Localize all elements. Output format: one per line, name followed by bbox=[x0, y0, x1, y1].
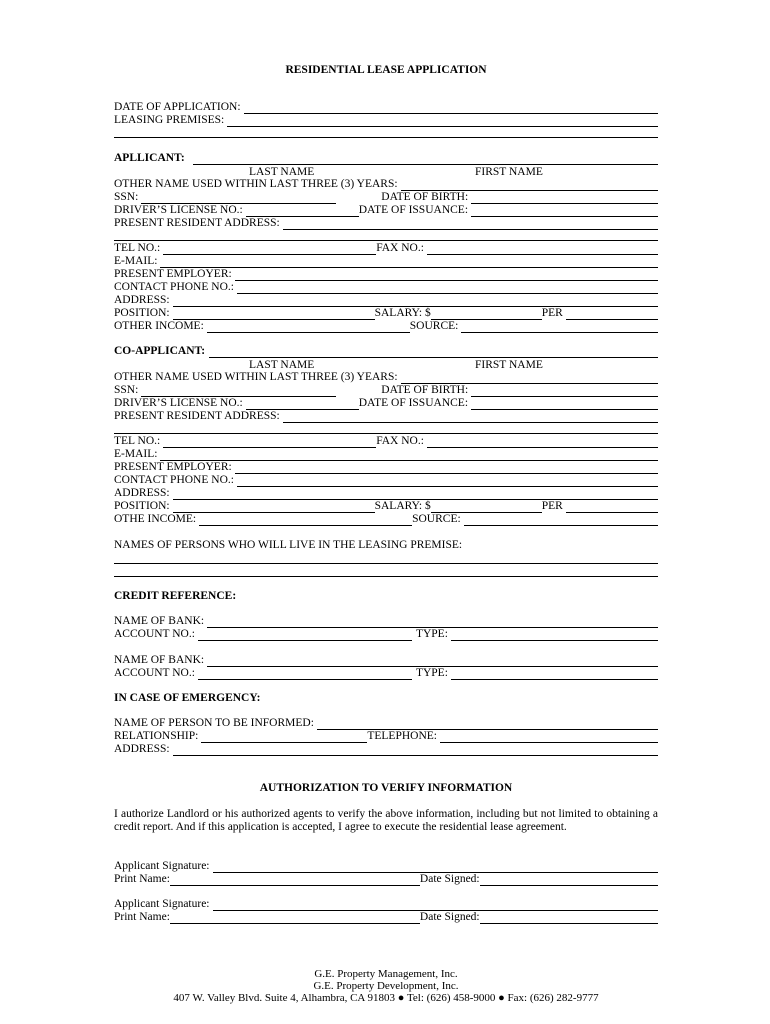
co-applicant-fax-field[interactable] bbox=[427, 437, 658, 448]
emergency-relationship-field[interactable] bbox=[201, 732, 367, 743]
type-2-label: TYPE: bbox=[415, 667, 448, 679]
co-applicant-other-income-label: OTHE INCOME: bbox=[114, 513, 197, 525]
co-applicant-source-field[interactable] bbox=[464, 515, 658, 526]
applicant-source-field[interactable] bbox=[461, 322, 658, 333]
signature-1-field[interactable] bbox=[213, 862, 659, 873]
co-applicant-license-field[interactable] bbox=[246, 399, 359, 410]
occupants-field-2[interactable] bbox=[114, 576, 658, 577]
co-applicant-other-name-field[interactable] bbox=[401, 373, 658, 384]
applicant-ssn-label: SSN: bbox=[114, 191, 139, 203]
emergency-telephone-field[interactable] bbox=[440, 732, 658, 743]
form-title: RESIDENTIAL LEASE APPLICATION bbox=[285, 64, 487, 76]
co-applicant-heading: CO-APPLICANT: bbox=[114, 345, 206, 357]
co-applicant-dob-label: DATE OF BIRTH: bbox=[381, 384, 469, 396]
co-applicant-employer-label: PRESENT EMPLOYER: bbox=[114, 461, 232, 473]
emergency-person-row bbox=[114, 717, 658, 730]
co-applicant-ssn-row bbox=[114, 384, 658, 397]
applicant-position-field[interactable] bbox=[173, 309, 375, 320]
applicant-employer-address-field[interactable] bbox=[173, 296, 658, 307]
bank-1-row bbox=[114, 615, 658, 628]
co-applicant-employer-row bbox=[114, 461, 658, 474]
co-applicant-tel-field[interactable] bbox=[163, 437, 376, 448]
co-applicant-other-income-field[interactable] bbox=[199, 515, 412, 526]
co-applicant-employer-address-row bbox=[114, 487, 658, 500]
authorization-heading: AUTHORIZATION TO VERIFY INFORMATION bbox=[259, 782, 513, 794]
applicant-ssn-field[interactable] bbox=[141, 193, 336, 204]
applicant-address-field[interactable] bbox=[283, 219, 658, 230]
applicant-employer-row bbox=[114, 268, 658, 281]
emergency-relationship-row bbox=[114, 730, 658, 743]
bank-2-row bbox=[114, 654, 658, 667]
footer-contact: 407 W. Valley Blvd. Suite 4, Alhambra, CA 91803 ● Tel: (626) 458-9000 ● Fax: (626) 282-9777 bbox=[173, 992, 599, 1004]
applicant-email-label: E-MAIL: bbox=[114, 255, 158, 267]
applicant-address-field-2[interactable] bbox=[114, 240, 658, 241]
print-name-1-label: Print Name: bbox=[114, 873, 170, 885]
applicant-issuance-field[interactable] bbox=[471, 206, 658, 217]
date-of-application-row bbox=[114, 101, 658, 114]
applicant-last-name-caption: LAST NAME bbox=[249, 166, 315, 178]
type-1-field[interactable] bbox=[451, 630, 658, 641]
emergency-telephone-label: TELEPHONE: bbox=[367, 730, 437, 742]
applicant-contact-row bbox=[114, 281, 658, 294]
print-name-2-row bbox=[114, 911, 658, 924]
co-applicant-per-label: PER bbox=[541, 500, 563, 512]
co-applicant-email-field[interactable] bbox=[160, 450, 658, 461]
occupants-field-1[interactable] bbox=[114, 563, 658, 564]
applicant-other-income-row bbox=[114, 320, 658, 333]
applicant-contact-label: CONTACT PHONE NO.: bbox=[114, 281, 234, 293]
account-2-label: ACCOUNT NO.: bbox=[114, 667, 195, 679]
applicant-license-field[interactable] bbox=[246, 206, 359, 217]
co-applicant-address-label: PRESENT RESIDENT ADDRESS: bbox=[114, 410, 280, 422]
account-1-field[interactable] bbox=[198, 630, 412, 641]
applicant-dob-field[interactable] bbox=[471, 193, 658, 204]
signature-1-label: Applicant Signature: bbox=[114, 860, 210, 872]
co-applicant-employer-field[interactable] bbox=[235, 463, 658, 474]
co-applicant-last-name-caption: LAST NAME bbox=[249, 359, 315, 371]
emergency-heading: IN CASE OF EMERGENCY: bbox=[114, 692, 261, 704]
credit-reference-heading: CREDIT REFERENCE: bbox=[114, 590, 237, 602]
date-signed-2-label: Date Signed: bbox=[419, 911, 480, 923]
co-applicant-per-field[interactable] bbox=[566, 502, 658, 513]
print-name-1-field[interactable] bbox=[170, 875, 420, 886]
co-applicant-position-row bbox=[114, 500, 658, 513]
applicant-ssn-row bbox=[114, 191, 658, 204]
applicant-other-name-label: OTHER NAME USED WITHIN LAST THREE (3) YEARS: bbox=[114, 178, 398, 190]
applicant-email-field[interactable] bbox=[160, 257, 658, 268]
co-applicant-name-row bbox=[114, 345, 658, 358]
date-signed-2-field[interactable] bbox=[480, 913, 658, 924]
applicant-position-label: POSITION: bbox=[114, 307, 170, 319]
applicant-name-row bbox=[114, 152, 658, 165]
applicant-tel-field[interactable] bbox=[163, 244, 376, 255]
applicant-employer-field[interactable] bbox=[235, 270, 658, 281]
co-applicant-salary-field[interactable] bbox=[431, 502, 542, 513]
applicant-address-row bbox=[114, 217, 658, 230]
authorization-text: I authorize Landlord or his authorized agents to verify the above information, including but not limited to obtaining a credit report. And if this application is accepted, I agree to execute the residential lease agreement. bbox=[114, 808, 658, 833]
leasing-premises-field-2[interactable] bbox=[114, 137, 658, 138]
co-applicant-license-label: DRIVER’S LICENSE NO.: bbox=[114, 397, 243, 409]
applicant-heading: APLLICANT: bbox=[114, 152, 185, 164]
footer-company-1: G.E. Property Management, Inc. bbox=[314, 968, 458, 980]
leasing-premises-label: LEASING PREMISES: bbox=[114, 114, 225, 126]
footer-company-2: G.E. Property Development, Inc. bbox=[313, 980, 459, 992]
print-name-2-label: Print Name: bbox=[114, 911, 170, 923]
co-applicant-fax-label: FAX NO.: bbox=[376, 435, 424, 447]
applicant-salary-field[interactable] bbox=[431, 309, 542, 320]
co-applicant-tel-label: TEL NO.: bbox=[114, 435, 161, 447]
leasing-premises-field[interactable] bbox=[227, 116, 658, 127]
applicant-per-label: PER bbox=[541, 307, 563, 319]
co-applicant-employer-address-label: ADDRESS: bbox=[114, 487, 170, 499]
applicant-tel-label: TEL NO.: bbox=[114, 242, 161, 254]
bank-1-label: NAME OF BANK: bbox=[114, 615, 205, 627]
emergency-address-label: ADDRESS: bbox=[114, 743, 170, 755]
co-applicant-ssn-field[interactable] bbox=[141, 386, 336, 397]
co-applicant-employer-address-field[interactable] bbox=[173, 489, 658, 500]
date-signed-1-label: Date Signed: bbox=[419, 873, 480, 885]
applicant-per-field[interactable] bbox=[566, 309, 658, 320]
co-applicant-address-field-2[interactable] bbox=[114, 433, 658, 434]
account-1-row bbox=[114, 628, 658, 641]
applicant-email-row bbox=[114, 255, 658, 268]
emergency-address-field[interactable] bbox=[173, 745, 658, 756]
applicant-other-income-field[interactable] bbox=[207, 322, 410, 333]
date-signed-1-field[interactable] bbox=[480, 875, 658, 886]
leasing-premises-row bbox=[114, 114, 658, 127]
applicant-dob-label: DATE OF BIRTH: bbox=[381, 191, 469, 203]
occupants-label: NAMES OF PERSONS WHO WILL LIVE IN THE LEASING PREMISE: bbox=[114, 539, 463, 551]
applicant-issuance-label: DATE OF ISSUANCE: bbox=[358, 204, 469, 216]
co-applicant-tel-row bbox=[114, 435, 658, 448]
type-1-label: TYPE: bbox=[415, 628, 448, 640]
applicant-other-income-label: OTHER INCOME: bbox=[114, 320, 204, 332]
co-applicant-contact-field[interactable] bbox=[237, 476, 658, 487]
co-applicant-license-row bbox=[114, 397, 658, 410]
co-applicant-email-label: E-MAIL: bbox=[114, 448, 158, 460]
applicant-employer-label: PRESENT EMPLOYER: bbox=[114, 268, 232, 280]
signature-2-label: Applicant Signature: bbox=[114, 898, 210, 910]
applicant-license-label: DRIVER’S LICENSE NO.: bbox=[114, 204, 243, 216]
signature-2-row bbox=[114, 898, 658, 911]
applicant-source-label: SOURCE: bbox=[409, 320, 459, 332]
applicant-contact-field[interactable] bbox=[237, 283, 658, 294]
co-applicant-email-row bbox=[114, 448, 658, 461]
bank-2-label: NAME OF BANK: bbox=[114, 654, 205, 666]
co-applicant-first-name-caption: FIRST NAME bbox=[475, 359, 543, 371]
emergency-person-label: NAME OF PERSON TO BE INFORMED: bbox=[114, 717, 314, 729]
co-applicant-contact-row bbox=[114, 474, 658, 487]
co-applicant-address-row bbox=[114, 410, 658, 423]
date-of-application-field[interactable] bbox=[244, 103, 658, 114]
applicant-employer-address-row bbox=[114, 294, 658, 307]
applicant-tel-row bbox=[114, 242, 658, 255]
applicant-fax-label: FAX NO.: bbox=[376, 242, 424, 254]
co-applicant-position-field[interactable] bbox=[173, 502, 375, 513]
date-of-application-label: DATE OF APPLICATION: bbox=[114, 101, 241, 113]
applicant-address-label: PRESENT RESIDENT ADDRESS: bbox=[114, 217, 280, 229]
co-applicant-other-income-row bbox=[114, 513, 658, 526]
print-name-1-row bbox=[114, 873, 658, 886]
applicant-employer-address-label: ADDRESS: bbox=[114, 294, 170, 306]
co-applicant-address-field[interactable] bbox=[283, 412, 658, 423]
applicant-position-row bbox=[114, 307, 658, 320]
lease-application-page bbox=[114, 0, 658, 1024]
co-applicant-position-label: POSITION: bbox=[114, 500, 170, 512]
co-applicant-issuance-field[interactable] bbox=[471, 399, 658, 410]
emergency-person-field[interactable] bbox=[317, 719, 658, 730]
applicant-first-name-caption: FIRST NAME bbox=[475, 166, 543, 178]
co-applicant-other-name-row bbox=[114, 371, 658, 384]
applicant-license-row bbox=[114, 204, 658, 217]
emergency-address-row bbox=[114, 743, 658, 756]
signature-2-field[interactable] bbox=[213, 900, 659, 911]
co-applicant-name-field[interactable] bbox=[209, 347, 658, 358]
applicant-salary-label: SALARY: $ bbox=[374, 307, 431, 319]
co-applicant-salary-label: SALARY: $ bbox=[374, 500, 431, 512]
bank-1-field[interactable] bbox=[207, 617, 658, 628]
type-2-field[interactable] bbox=[451, 669, 658, 680]
applicant-fax-field[interactable] bbox=[427, 244, 658, 255]
co-applicant-issuance-label: DATE OF ISSUANCE: bbox=[358, 397, 469, 409]
co-applicant-source-label: SOURCE: bbox=[412, 513, 461, 525]
print-name-2-field[interactable] bbox=[170, 913, 420, 924]
applicant-other-name-field[interactable] bbox=[401, 180, 658, 191]
signature-1-row bbox=[114, 860, 658, 873]
applicant-name-field[interactable] bbox=[193, 154, 658, 165]
co-applicant-contact-label: CONTACT PHONE NO.: bbox=[114, 474, 234, 486]
account-2-row bbox=[114, 667, 658, 680]
account-2-field[interactable] bbox=[198, 669, 412, 680]
bank-2-field[interactable] bbox=[207, 656, 658, 667]
co-applicant-other-name-label: OTHER NAME USED WITHIN LAST THREE (3) YEARS: bbox=[114, 371, 398, 383]
co-applicant-ssn-label: SSN: bbox=[114, 384, 139, 396]
account-1-label: ACCOUNT NO.: bbox=[114, 628, 195, 640]
co-applicant-dob-field[interactable] bbox=[471, 386, 658, 397]
applicant-other-name-row bbox=[114, 178, 658, 191]
emergency-relationship-label: RELATIONSHIP: bbox=[114, 730, 199, 742]
